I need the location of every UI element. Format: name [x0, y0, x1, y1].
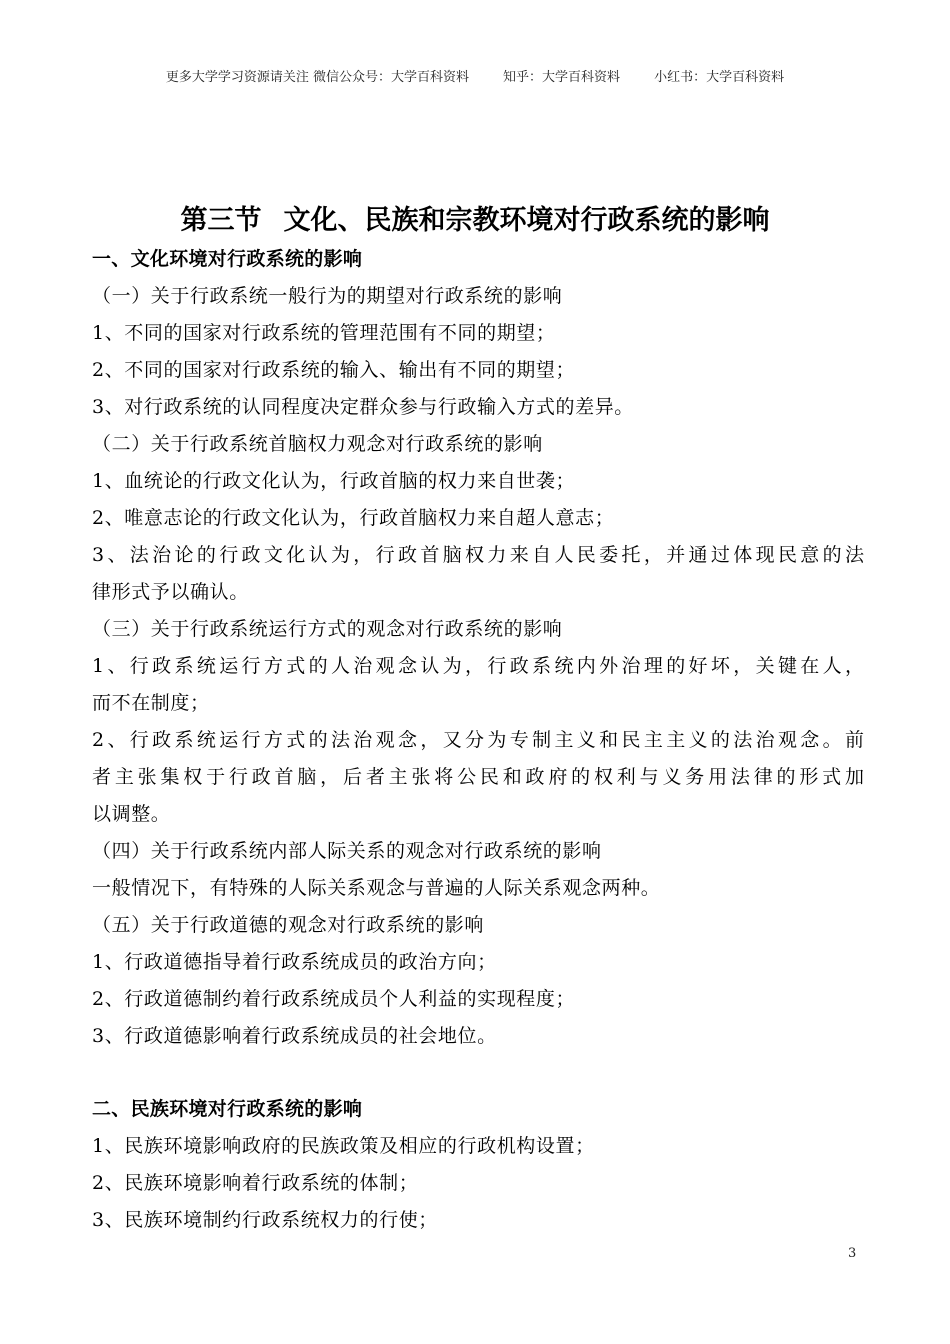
document-body	[92, 241, 864, 1239]
part1-sub2-item: 律形式予以确认。	[92, 581, 249, 603]
section-spacer	[92, 1055, 864, 1091]
part1-heading: 一、文化环境对行政系统的影响	[92, 248, 363, 270]
page-header	[0, 66, 950, 85]
part1-sub2-item: 3、法治论的行政文化认为，行政首脑权力来自人民委托，并通过体现民意的法	[92, 544, 864, 566]
part1-sub1-item: 3、对行政系统的认同程度决定群众参与行政输入方式的差异。	[92, 396, 634, 418]
section-title	[0, 198, 950, 237]
part1-sub2-item: 1、血统论的行政文化认为，行政首脑的权力来自世袭；	[92, 470, 576, 492]
part1-sub1-item: 1、不同的国家对行政系统的管理范围有不同的期望；	[92, 322, 556, 344]
part2-item: 2、民族环境影响着行政系统的体制；	[92, 1172, 419, 1194]
part1-sub2-item: 2、唯意志论的行政文化认为，行政首脑权力来自超人意志；	[92, 507, 615, 529]
section-number: 第三节	[180, 205, 262, 236]
part1-sub3-heading: （三）关于行政系统运行方式的观念对行政系统的影响	[92, 618, 563, 640]
part2-item: 1、民族环境影响政府的民族政策及相应的行政机构设置；	[92, 1135, 595, 1157]
part1-sub3-item: 者主张集权于行政首脑，后者主张将公民和政府的权利与义务用法律的形式加	[92, 766, 864, 788]
part2-heading: 二、民族环境对行政系统的影响	[92, 1098, 363, 1120]
part1-sub4-text: 一般情况下，有特殊的人际关系观念与普遍的人际关系观念两种。	[92, 877, 661, 899]
part1-sub3-item: 1、行政系统运行方式的人治观念认为，行政系统内外治理的好坏，关键在人，	[92, 655, 864, 677]
part1-sub3-item: 而不在制度；	[92, 692, 210, 714]
section-title-text: 文化、民族和宗教环境对行政系统的影响	[283, 205, 770, 236]
header-zhihu-text: 知乎：大学百科资料	[503, 70, 621, 85]
part1-sub3-item: 以调整。	[92, 803, 171, 825]
part1-sub5-item: 1、行政道德指导着行政系统成员的政治方向；	[92, 951, 497, 973]
part1-sub4-heading: （四）关于行政系统内部人际关系的观念对行政系统的影响	[92, 840, 602, 862]
part1-sub5-item: 3、行政道德影响着行政系统成员的社会地位。	[92, 1025, 497, 1047]
header-follow-text: 更多大学学习资源请关注 微信公众号：大学百科资料	[165, 70, 470, 85]
part1-sub1-item: 2、不同的国家对行政系统的输入、输出有不同的期望；	[92, 359, 576, 381]
part1-sub5-item: 2、行政道德制约着行政系统成员个人利益的实现程度；	[92, 988, 576, 1010]
part1-sub1-heading: （一）关于行政系统一般行为的期望对行政系统的影响	[92, 285, 563, 307]
header-xiaohongshu-text: 小红书：大学百科资料	[654, 70, 785, 85]
part2-item: 3、民族环境制约行政系统权力的行使；	[92, 1209, 438, 1231]
page-number: 3	[848, 1246, 857, 1261]
part1-sub5-heading: （五）关于行政道德的观念对行政系统的影响	[92, 914, 485, 936]
part1-sub3-item: 2、行政系统运行方式的法治观念，又分为专制主义和民主主义的法治观念。前	[92, 729, 864, 751]
part1-sub2-heading: （二）关于行政系统首脑权力观念对行政系统的影响	[92, 433, 543, 455]
